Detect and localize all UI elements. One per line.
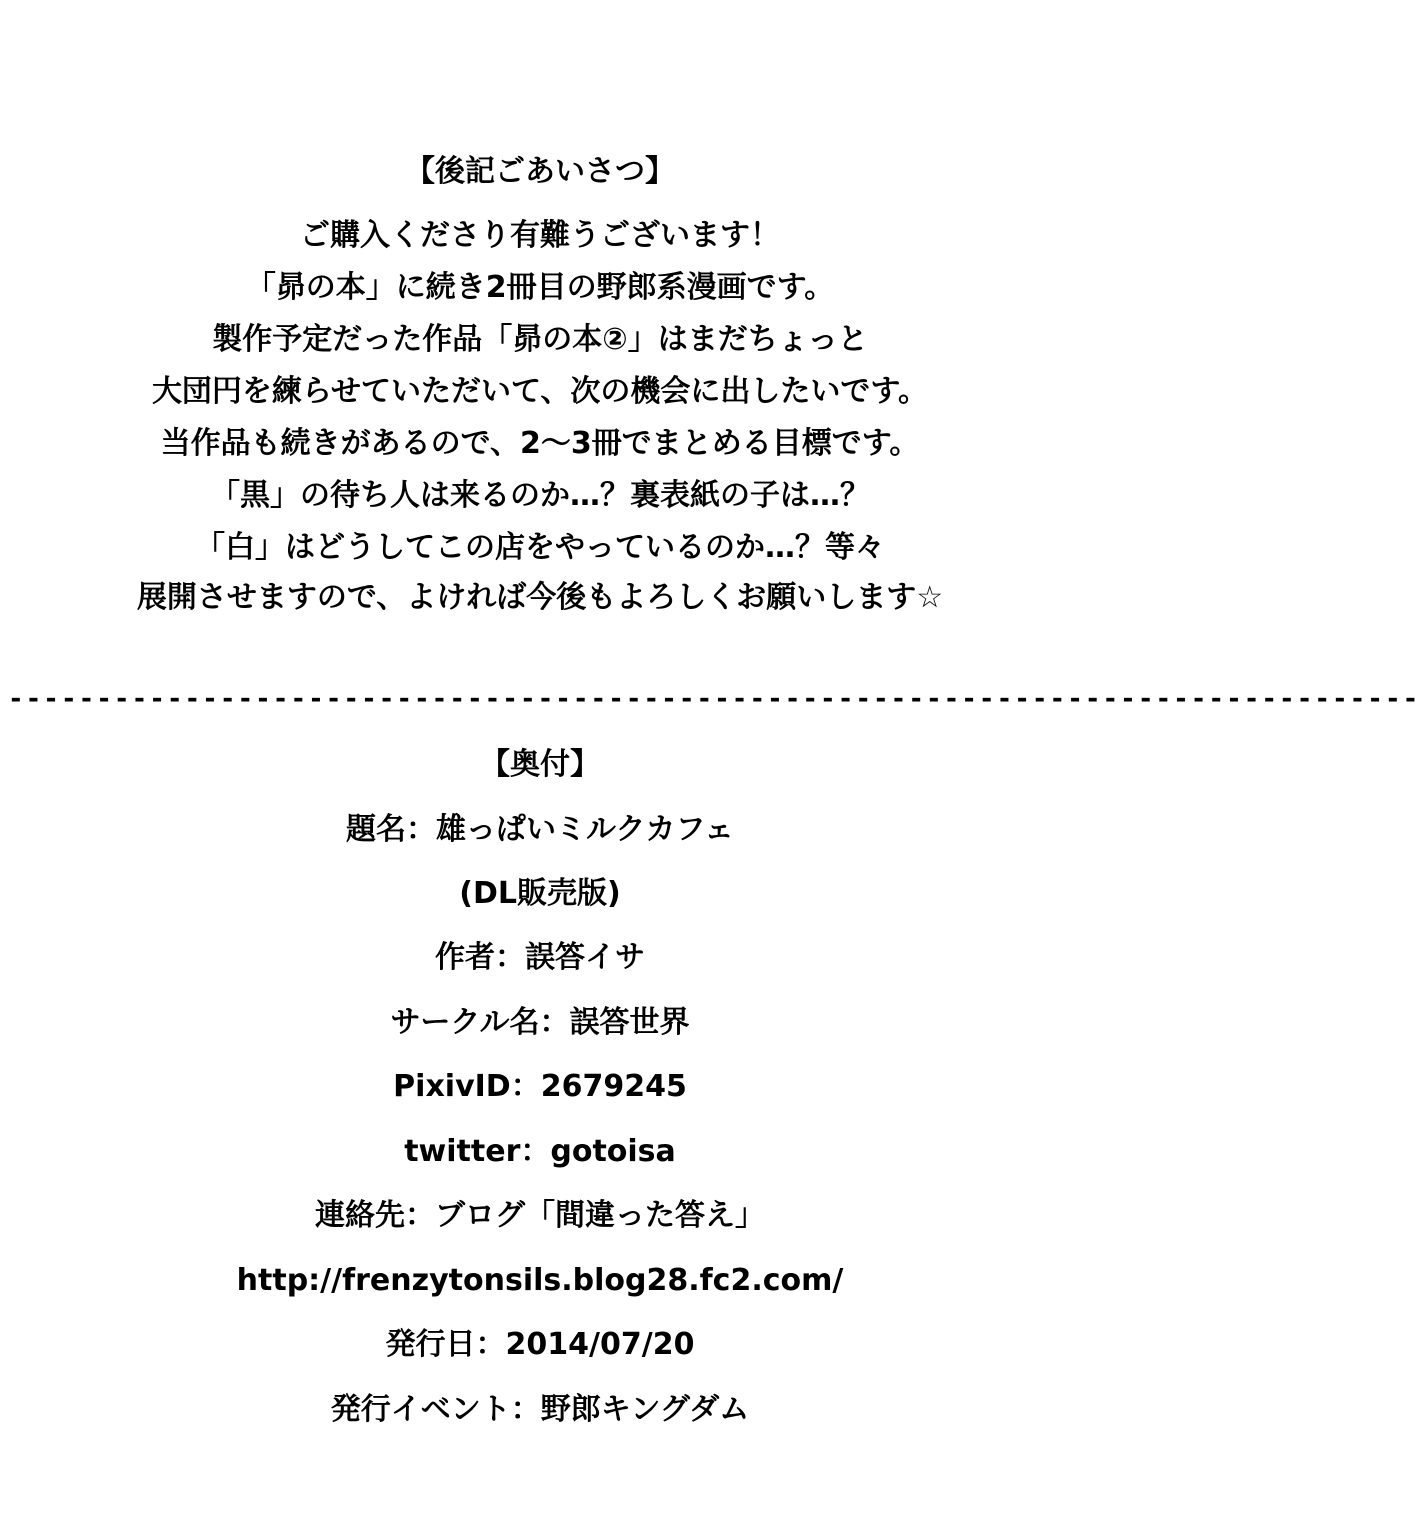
afterword-line: 「黒」の待ち人は来るのか…？裏表紙の子は…？ [210,478,870,513]
colophon-line-circle: サークル名：誤答世界 [390,1005,690,1040]
afterword-line: 「昴の本」に続き2冊目の野郎系漫画です。 [245,270,835,305]
colophon-line-author: 作者：誤答イサ [435,940,645,975]
afterword-title: 【後記ごあいさつ】 [405,154,675,189]
colophon-line-contact: 連絡先：ブログ「間違った答え」 [315,1198,765,1233]
afterword-line: 展開させますので、よければ今後もよろしくお願いします☆ [136,580,944,615]
colophon-line-edition: (DL販売版) [459,876,621,911]
colophon-line-title: 題名：雄っぱいミルクカフェ [346,812,734,847]
colophon-title: 【奥付】 [480,747,600,782]
afterword-line: 「白」はどうしてこの店をやっているのか…？等々 [195,530,885,565]
afterword-line: 大団円を練らせていただいて、次の機会に出したいです。 [151,374,929,409]
colophon-line-pixiv: PixivID：2679245 [393,1069,687,1104]
colophon-line-date: 発行日：2014/07/20 [385,1327,695,1362]
colophon-line-event: 発行イベント：野郎キングダム [330,1392,750,1427]
colophon-line-twitter: twitter：gotoisa [404,1134,676,1169]
afterword-line: ご購入くださり有難うございます！ [300,218,780,253]
section-divider: -------------------------------------------------------------------------------- [8,684,1420,714]
afterword-line: 製作予定だった作品「昴の本②」はまだちょっと [212,322,868,357]
colophon-line-url: http://frenzytonsils.blog28.fc2.com/ [236,1263,844,1298]
afterword-line: 当作品も続きがあるので、2～3冊でまとめる目標です。 [160,426,920,461]
